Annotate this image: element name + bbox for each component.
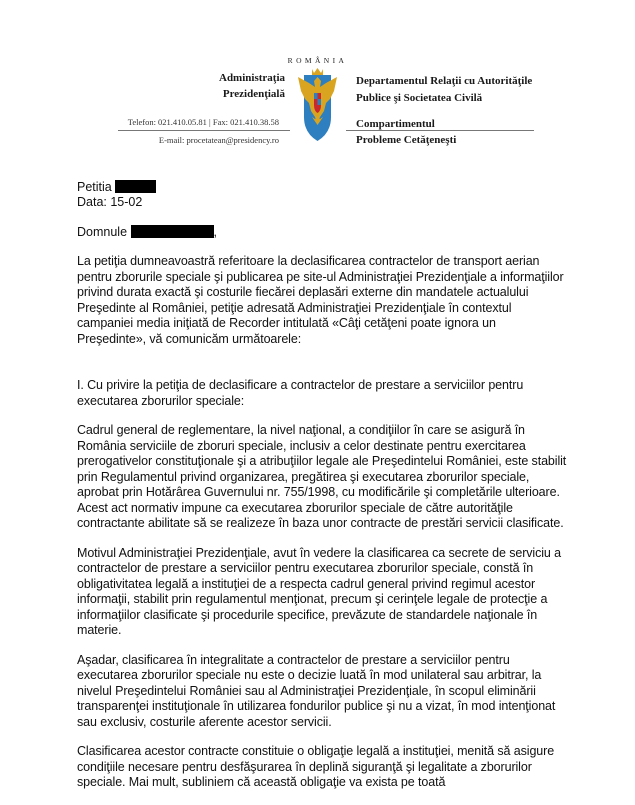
petition-label: Petitia xyxy=(77,180,112,194)
letterhead-department xyxy=(356,73,532,148)
redacted-recipient-name xyxy=(131,225,214,238)
letterhead-country: ROMÂNIA xyxy=(287,56,348,65)
paragraph-classification-reason: Motivul Administraţiei Prezidenţiale, avut în vedere la clasificarea ca secrete de serviciu a contractelor de prestare a serviciilor pentru executarea zborurilor speciale, constă în obligativitatea legală a instituţiei de a respecta cadrul general privind regimul acestor informaţii, stabilit prin regulamentul menţionat, precum şi cerinţele legale de protecţie a informaţiilor clasificate şi procedurile specifice, prevăzute de standardele naţionale în materie. xyxy=(77,545,561,637)
compartment-line-1: Compartimentul xyxy=(356,118,435,130)
redacted-petition-number xyxy=(115,180,156,193)
letter-body xyxy=(77,254,567,805)
letterhead-email: E-mail: procetatean@presidency.ro xyxy=(158,135,279,145)
paragraph-intro: La petiţia dumneavoastră referitoare la declasificarea contractelor de transport aerian pentru zborurile speciale şi publicarea pe site-ul Administraţiei Prezidenţiale a informaţiilor privind durata exactă şi costurile fiecărei deplasări externe din mandatele actualului Preşedinte al României, petiţie adresată Administraţiei Prezidenţiale în contextul campaniei media iniţiată de Recorder intitulată «Câţi cetăţeni poate ignora un Preşedinte», vă comunicăm următoarele: xyxy=(77,254,564,346)
salutation-text: Domnule xyxy=(77,225,128,239)
letterhead-phone-fax: Telefon: 021.410.05.81 | Fax: 021.410.38.58 xyxy=(127,117,279,127)
paragraph-legal-obligation: Clasificarea acestor contracte constituie o obligaţie legală a instituţiei, menită să asigure condiţiile necesare pentru desfăşurarea în deplină siguranţă şi legalitate a zborurilor speciale. Mai mult, subliniem că această obligaţie va exista pe toată xyxy=(77,744,555,789)
salutation-comma: , xyxy=(213,225,217,239)
letterhead-rule-left xyxy=(118,130,290,131)
petition-reference xyxy=(77,180,156,210)
salutation xyxy=(77,225,217,239)
section-heading: I. Cu privire la petiţia de declasificare a contractelor de prestare a serviciilor pentru executarea zborurilor speciale: xyxy=(77,378,524,408)
letterhead-institution xyxy=(219,70,285,102)
institution-line-1: Administraţia xyxy=(219,72,285,84)
romanian-coat-of-arms-icon xyxy=(290,65,345,143)
department-line-1: Departamentul Relaţii cu Autorităţile xyxy=(356,75,533,87)
petition-date: Data: 15-02 xyxy=(77,195,143,209)
institution-line-2: Prezidenţială xyxy=(222,88,285,100)
paragraph-legal-framework: Cadrul general de reglementare, la nivel naţional, a condiţiilor în care se asigură în România serviciile de zboruri speciale, inclusiv a celor destinate pentru exercitarea prerogativelor constituţionale şi a atribuţiilor legale ale Preşedintelui României, este stabilit prin Regulamentul privind organizarea, pregătirea şi executarea zborurilor speciale, aprobat prin Hotărârea Guvernului nr. 755/1998, cu modificările şi completările ulterioare. Acest act normativ impune ca executarea zborurilor speciale de către autorităţile contractante abilitate să se realizeze în baza unor contracte de prestări servicii clasificate. xyxy=(77,423,567,530)
paragraph-conclusion: Aşadar, clasificarea în integralitate a contractelor de prestare a serviciilor pentru executarea zborurilor speciale nu este o decizie luată în mod unilateral sau arbitrar, la nivelul Preşedintelui României sau al Administraţiei Prezidenţiale, în scopul eliminării transparenţei instituţionale în utilizarea fondurilor publice şi nu a vizat, în mod intenţionat sau exclusiv, costurile aferente acestor servicii. xyxy=(77,652,556,729)
compartment-line-2: Probleme Cetăţeneşti xyxy=(356,134,457,146)
letterhead-compartment xyxy=(356,116,532,148)
department-line-2: Publice şi Societatea Civilă xyxy=(356,92,483,104)
